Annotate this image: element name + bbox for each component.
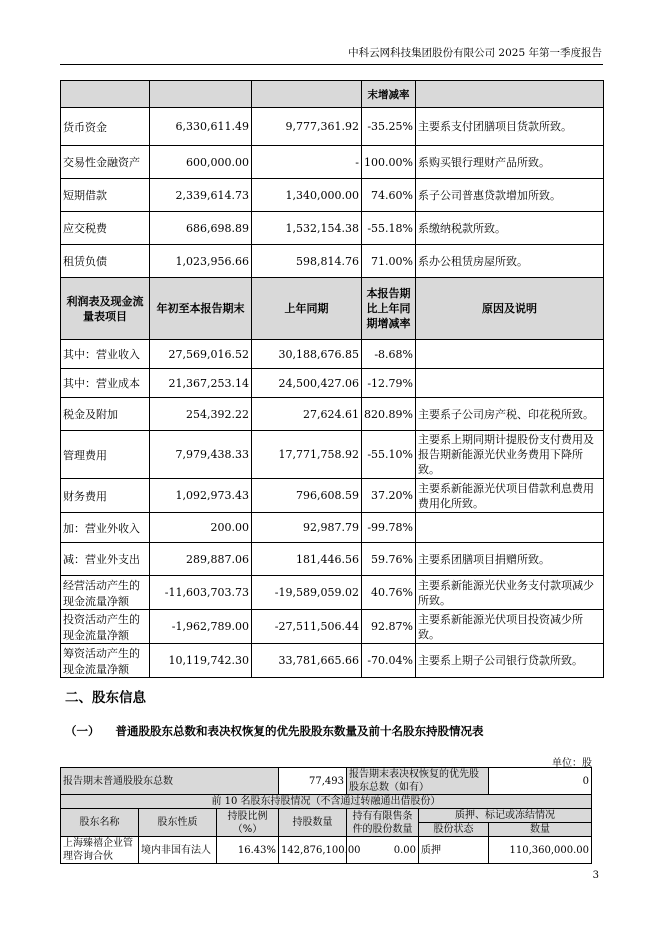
row-item-label: 租赁负债 [61, 245, 150, 278]
row-current-value: 27,569,016.52 [150, 340, 252, 369]
holder-status: 质押 [419, 837, 489, 864]
table-row [61, 340, 604, 369]
subsection-number: （一） [65, 724, 100, 738]
row-prior-value: -19,589,059.02 [252, 576, 362, 610]
header-cell: 利润表及现金流量表项目 [61, 278, 150, 340]
table-row [61, 837, 592, 864]
row-change-rate: -8.68% [362, 340, 416, 369]
row-change-rate: -55.18% [362, 212, 416, 245]
row-item-label: 短期借款 [61, 179, 150, 212]
row-current-value: 2,339,614.73 [150, 179, 252, 212]
row-item-label: 应交税费 [61, 212, 150, 245]
top10-caption: 前 10 名股东持股情况（不含通过转融通出借股份） [61, 795, 592, 809]
row-reason: 系缴纳税款所致。 [416, 212, 604, 245]
table-row [61, 479, 604, 513]
row-reason: 系子公司普惠贷款增加所致。 [416, 179, 604, 212]
holder-count: 110,360,000.00 [489, 837, 592, 864]
total-value: 77,493 [279, 768, 347, 795]
row-change-rate: 40.76% [362, 576, 416, 610]
table-row [61, 610, 604, 644]
row-current-value: 254,392.22 [150, 398, 252, 431]
row-change-rate: -70.04% [362, 644, 416, 678]
header-cell: 上年同期 [252, 278, 362, 340]
holder-name: 上海臻禧企业管理咨询合伙 [61, 837, 139, 864]
row-change-rate: -12.79% [362, 369, 416, 398]
row-item-label: 减：营业外支出 [61, 543, 150, 576]
row-prior-value: 181,446.56 [252, 543, 362, 576]
row-change-rate: 59.76% [362, 543, 416, 576]
row-reason: 主要系新能源光伏项目投资减少所致。 [416, 610, 604, 644]
row-item-label: 财务费用 [61, 479, 150, 513]
row-current-value: 7,979,438.33 [150, 431, 252, 479]
row-current-value: 21,367,253.14 [150, 369, 252, 398]
row-reason: 主要系新能源光伏项目借款利息费用费用化所致。 [416, 479, 604, 513]
table-row [61, 245, 604, 278]
row-item-label: 其中：营业成本 [61, 369, 150, 398]
col-restricted: 持有有限售条件的股份数量 [347, 809, 419, 837]
financial-change-table [60, 80, 604, 678]
row-item-label: 其中：营业收入 [61, 340, 150, 369]
section-title: 二、股东信息 [65, 690, 146, 706]
pref-value: 0 [489, 768, 592, 795]
row-item-label: 经营活动产生的现金流量净额 [61, 576, 150, 610]
subsection-title [65, 723, 484, 739]
row-prior-value: 1,532,154.38 [252, 212, 362, 245]
row-reason: 主要系支付团膳项目货款所致。 [416, 108, 604, 146]
row-item-label: 税金及附加 [61, 398, 150, 431]
table-row [61, 179, 604, 212]
table-row [61, 369, 604, 398]
row-reason [416, 513, 604, 543]
row-current-value: 10,119,742.30 [150, 644, 252, 678]
row-reason: 主要系上期同期计提股份支付费用及报告期新能源光伏业务费用下降所致。 [416, 431, 604, 479]
col-count: 数量 [489, 823, 592, 837]
row-prior-value: -27,511,506.44 [252, 610, 362, 644]
row-change-rate: 37.20% [362, 479, 416, 513]
row-prior-value: 598,814.76 [252, 245, 362, 278]
row-reason: 主要系新能源光伏业务支付款项减少所致。 [416, 576, 604, 610]
table-row [61, 398, 604, 431]
row-change-rate: -35.25% [362, 108, 416, 146]
column-header-row [61, 809, 592, 823]
row-current-value: 686,698.89 [150, 212, 252, 245]
header-cell [252, 81, 362, 108]
row-reason: 主要系团膳项目捐赠所致。 [416, 543, 604, 576]
row-change-rate: -99.78% [362, 513, 416, 543]
table-row [61, 431, 604, 479]
table-header-row [61, 81, 604, 108]
holder-ratio: 16.43% [217, 837, 279, 864]
holder-nature: 境内非国有法人 [139, 837, 217, 864]
row-prior-value: 9,777,361.92 [252, 108, 362, 146]
row-change-rate: 74.60% [362, 179, 416, 212]
unit-label: 单位：股 [552, 758, 592, 769]
row-item-label: 货币资金 [61, 108, 150, 146]
header-cell: 原因及说明 [416, 278, 604, 340]
col-qty: 持股数量 [279, 809, 347, 837]
header-divider [60, 64, 603, 65]
page-number: 3 [592, 870, 599, 881]
row-reason [416, 369, 604, 398]
header-cell: 年初至本报告期末 [150, 278, 252, 340]
row-current-value: 200.00 [150, 513, 252, 543]
row-change-rate: 71.00% [362, 245, 416, 278]
row-current-value: -1,962,789.00 [150, 610, 252, 644]
holder-qty: 142,876,100.00 [279, 837, 347, 864]
col-ratio: 持股比例（%） [217, 809, 279, 837]
row-item-label: 加：营业外收入 [61, 513, 150, 543]
total-row [61, 768, 592, 795]
row-reason: 系购买银行理财产品所致。 [416, 146, 604, 179]
header-cell: 末增减率 [362, 81, 416, 108]
row-prior-value: 33,781,665.66 [252, 644, 362, 678]
col-name: 股东名称 [61, 809, 139, 837]
row-change-rate: 820.89% [362, 398, 416, 431]
row-current-value: 6,330,611.49 [150, 108, 252, 146]
row-change-rate: 100.00% [362, 146, 416, 179]
row-reason: 系办公租赁房屋所致。 [416, 245, 604, 278]
col-pledge: 质押、标记或冻结情况 [419, 809, 592, 823]
top10-caption-row [61, 795, 592, 809]
row-prior-value: 92,987.79 [252, 513, 362, 543]
col-nature: 股东性质 [139, 809, 217, 837]
row-prior-value: 24,500,427.06 [252, 369, 362, 398]
row-current-value: -11,603,703.73 [150, 576, 252, 610]
table-row [61, 513, 604, 543]
row-prior-value: 30,188,676.85 [252, 340, 362, 369]
row-prior-value: 17,771,758.92 [252, 431, 362, 479]
row-change-rate: 92.87% [362, 610, 416, 644]
table-row [61, 543, 604, 576]
row-prior-value: - [252, 146, 362, 179]
table-row [61, 644, 604, 678]
subsection-text: 普通股股东总数和表决权恢复的优先股股东数量及前十名股东持股情况表 [115, 724, 484, 738]
table-row [61, 576, 604, 610]
row-reason: 主要系子公司房产税、印花税所致。 [416, 398, 604, 431]
row-prior-value: 1,340,000.00 [252, 179, 362, 212]
row-item-label: 筹资活动产生的现金流量净额 [61, 644, 150, 678]
row-current-value: 1,092,973.43 [150, 479, 252, 513]
table-row [61, 212, 604, 245]
row-item-label: 交易性金融资产 [61, 146, 150, 179]
header-cell [150, 81, 252, 108]
header-cell [416, 81, 604, 108]
header-cell [61, 81, 150, 108]
shareholder-table [60, 767, 592, 864]
pref-label: 报告期末表决权恢复的优先股股东总数（如有） [347, 768, 489, 795]
header-cell: 本报告期比上年同期增减率 [362, 278, 416, 340]
row-current-value: 289,887.06 [150, 543, 252, 576]
page-header: 中科云网科技集团股份有限公司 2025 年第一季度报告 [348, 47, 602, 59]
row-current-value: 1,023,956.66 [150, 245, 252, 278]
row-prior-value: 796,608.59 [252, 479, 362, 513]
col-status: 股份状态 [419, 823, 489, 837]
row-reason: 主要系上期子公司银行贷款所致。 [416, 644, 604, 678]
row-current-value: 600,000.00 [150, 146, 252, 179]
table-row [61, 146, 604, 179]
row-item-label: 管理费用 [61, 431, 150, 479]
total-label: 报告期末普通股股东总数 [61, 768, 279, 795]
holder-restricted: 0.00 [347, 837, 419, 864]
table-row [61, 108, 604, 146]
row-prior-value: 27,624.61 [252, 398, 362, 431]
row-reason [416, 340, 604, 369]
income-header-row [61, 278, 604, 340]
row-change-rate: -55.10% [362, 431, 416, 479]
row-item-label: 投资活动产生的现金流量净额 [61, 610, 150, 644]
